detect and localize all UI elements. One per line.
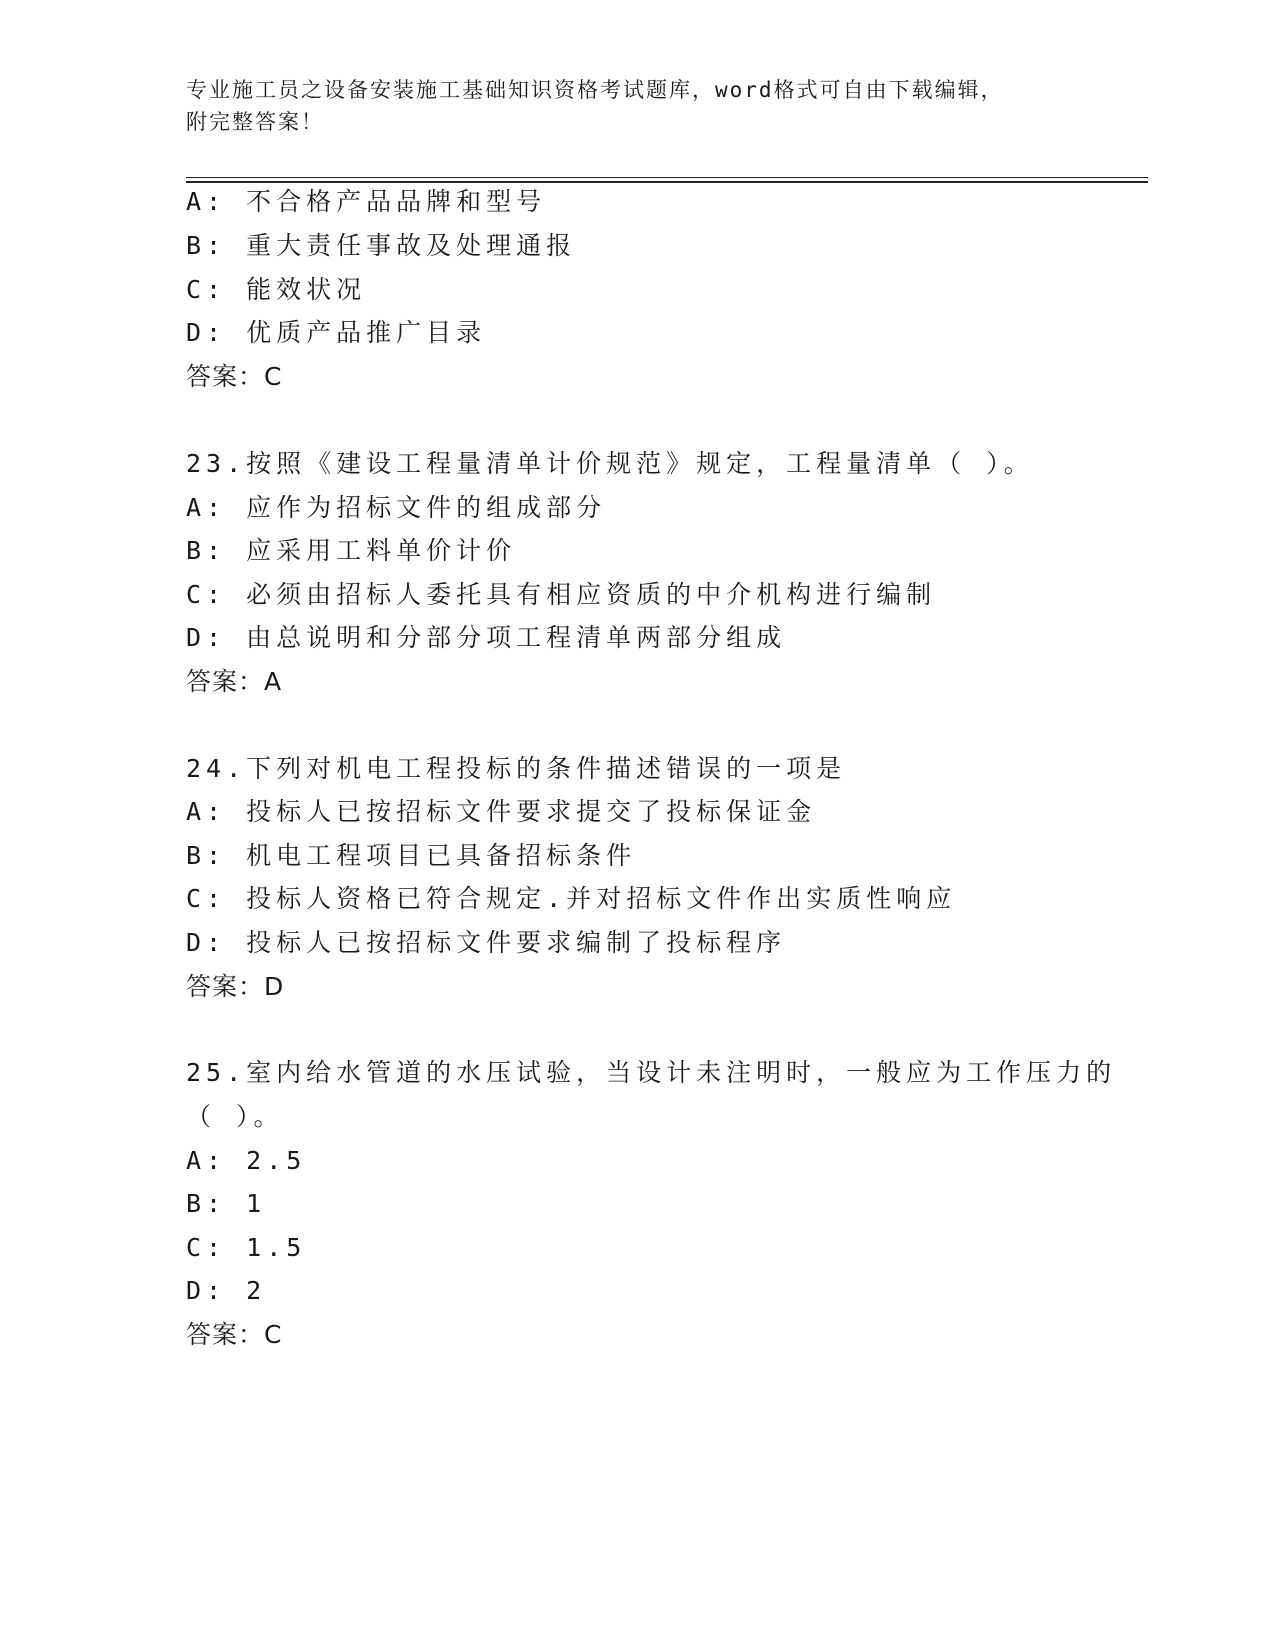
q25-option-c: C: 1.5 [186, 1233, 307, 1262]
q23-option-b: B: 应采用工料单价计价 [186, 536, 517, 565]
q24-option-b: B: 机电工程项目已具备招标条件 [186, 841, 637, 870]
q25-option-a: A: 2.5 [186, 1146, 307, 1175]
q22-option-a: A: 不合格产品品牌和型号 [186, 187, 547, 216]
q23-answer: 答案：A [186, 667, 283, 696]
q23-option-c: C: 必须由招标人委托具有相应资质的中介机构进行编制 [186, 580, 937, 609]
q25-option-d: D: 2 [186, 1276, 267, 1305]
header-line-2: 附完整答案！ [186, 110, 324, 134]
q24-option-c: C: 投标人资格已符合规定.并对招标文件作出实质性响应 [186, 884, 957, 913]
header-divider [186, 177, 1148, 183]
q24-answer: 答案：D [186, 972, 285, 1001]
q22-option-c: C: 能效状况 [186, 275, 367, 304]
q25-answer: 答案：C [186, 1320, 283, 1349]
q24-option-d: D: 投标人已按招标文件要求编制了投标程序 [186, 928, 787, 957]
q23-question: 23.按照《建设工程量清单计价规范》规定，工程量清单（ ）。 [186, 449, 1034, 478]
q22-option-b: B: 重大责任事故及处理通报 [186, 231, 577, 260]
q22-option-d: D: 优质产品推广目录 [186, 318, 487, 347]
q23-option-a: A: 应作为招标文件的组成部分 [186, 493, 607, 522]
q25-question-line-2: （ ）。 [186, 1102, 284, 1131]
header-line-1: 专业施工员之设备安装施工基础知识资格考试题库，word格式可自由下载编辑， [186, 78, 1004, 102]
document-header [186, 74, 1086, 138]
q25-option-b: B: 1 [186, 1189, 267, 1218]
q24-option-a: A: 投标人已按招标文件要求提交了投标保证金 [186, 797, 817, 826]
q23-option-d: D: 由总说明和分部分项工程清单两部分组成 [186, 623, 787, 652]
q22-answer: 答案：C [186, 362, 283, 391]
q25-question-line-1: 25.室内给水管道的水压试验，当设计未注明时，一般应为工作压力的 [186, 1058, 1117, 1087]
q24-question: 24.下列对机电工程投标的条件描述错误的一项是 [186, 754, 847, 783]
